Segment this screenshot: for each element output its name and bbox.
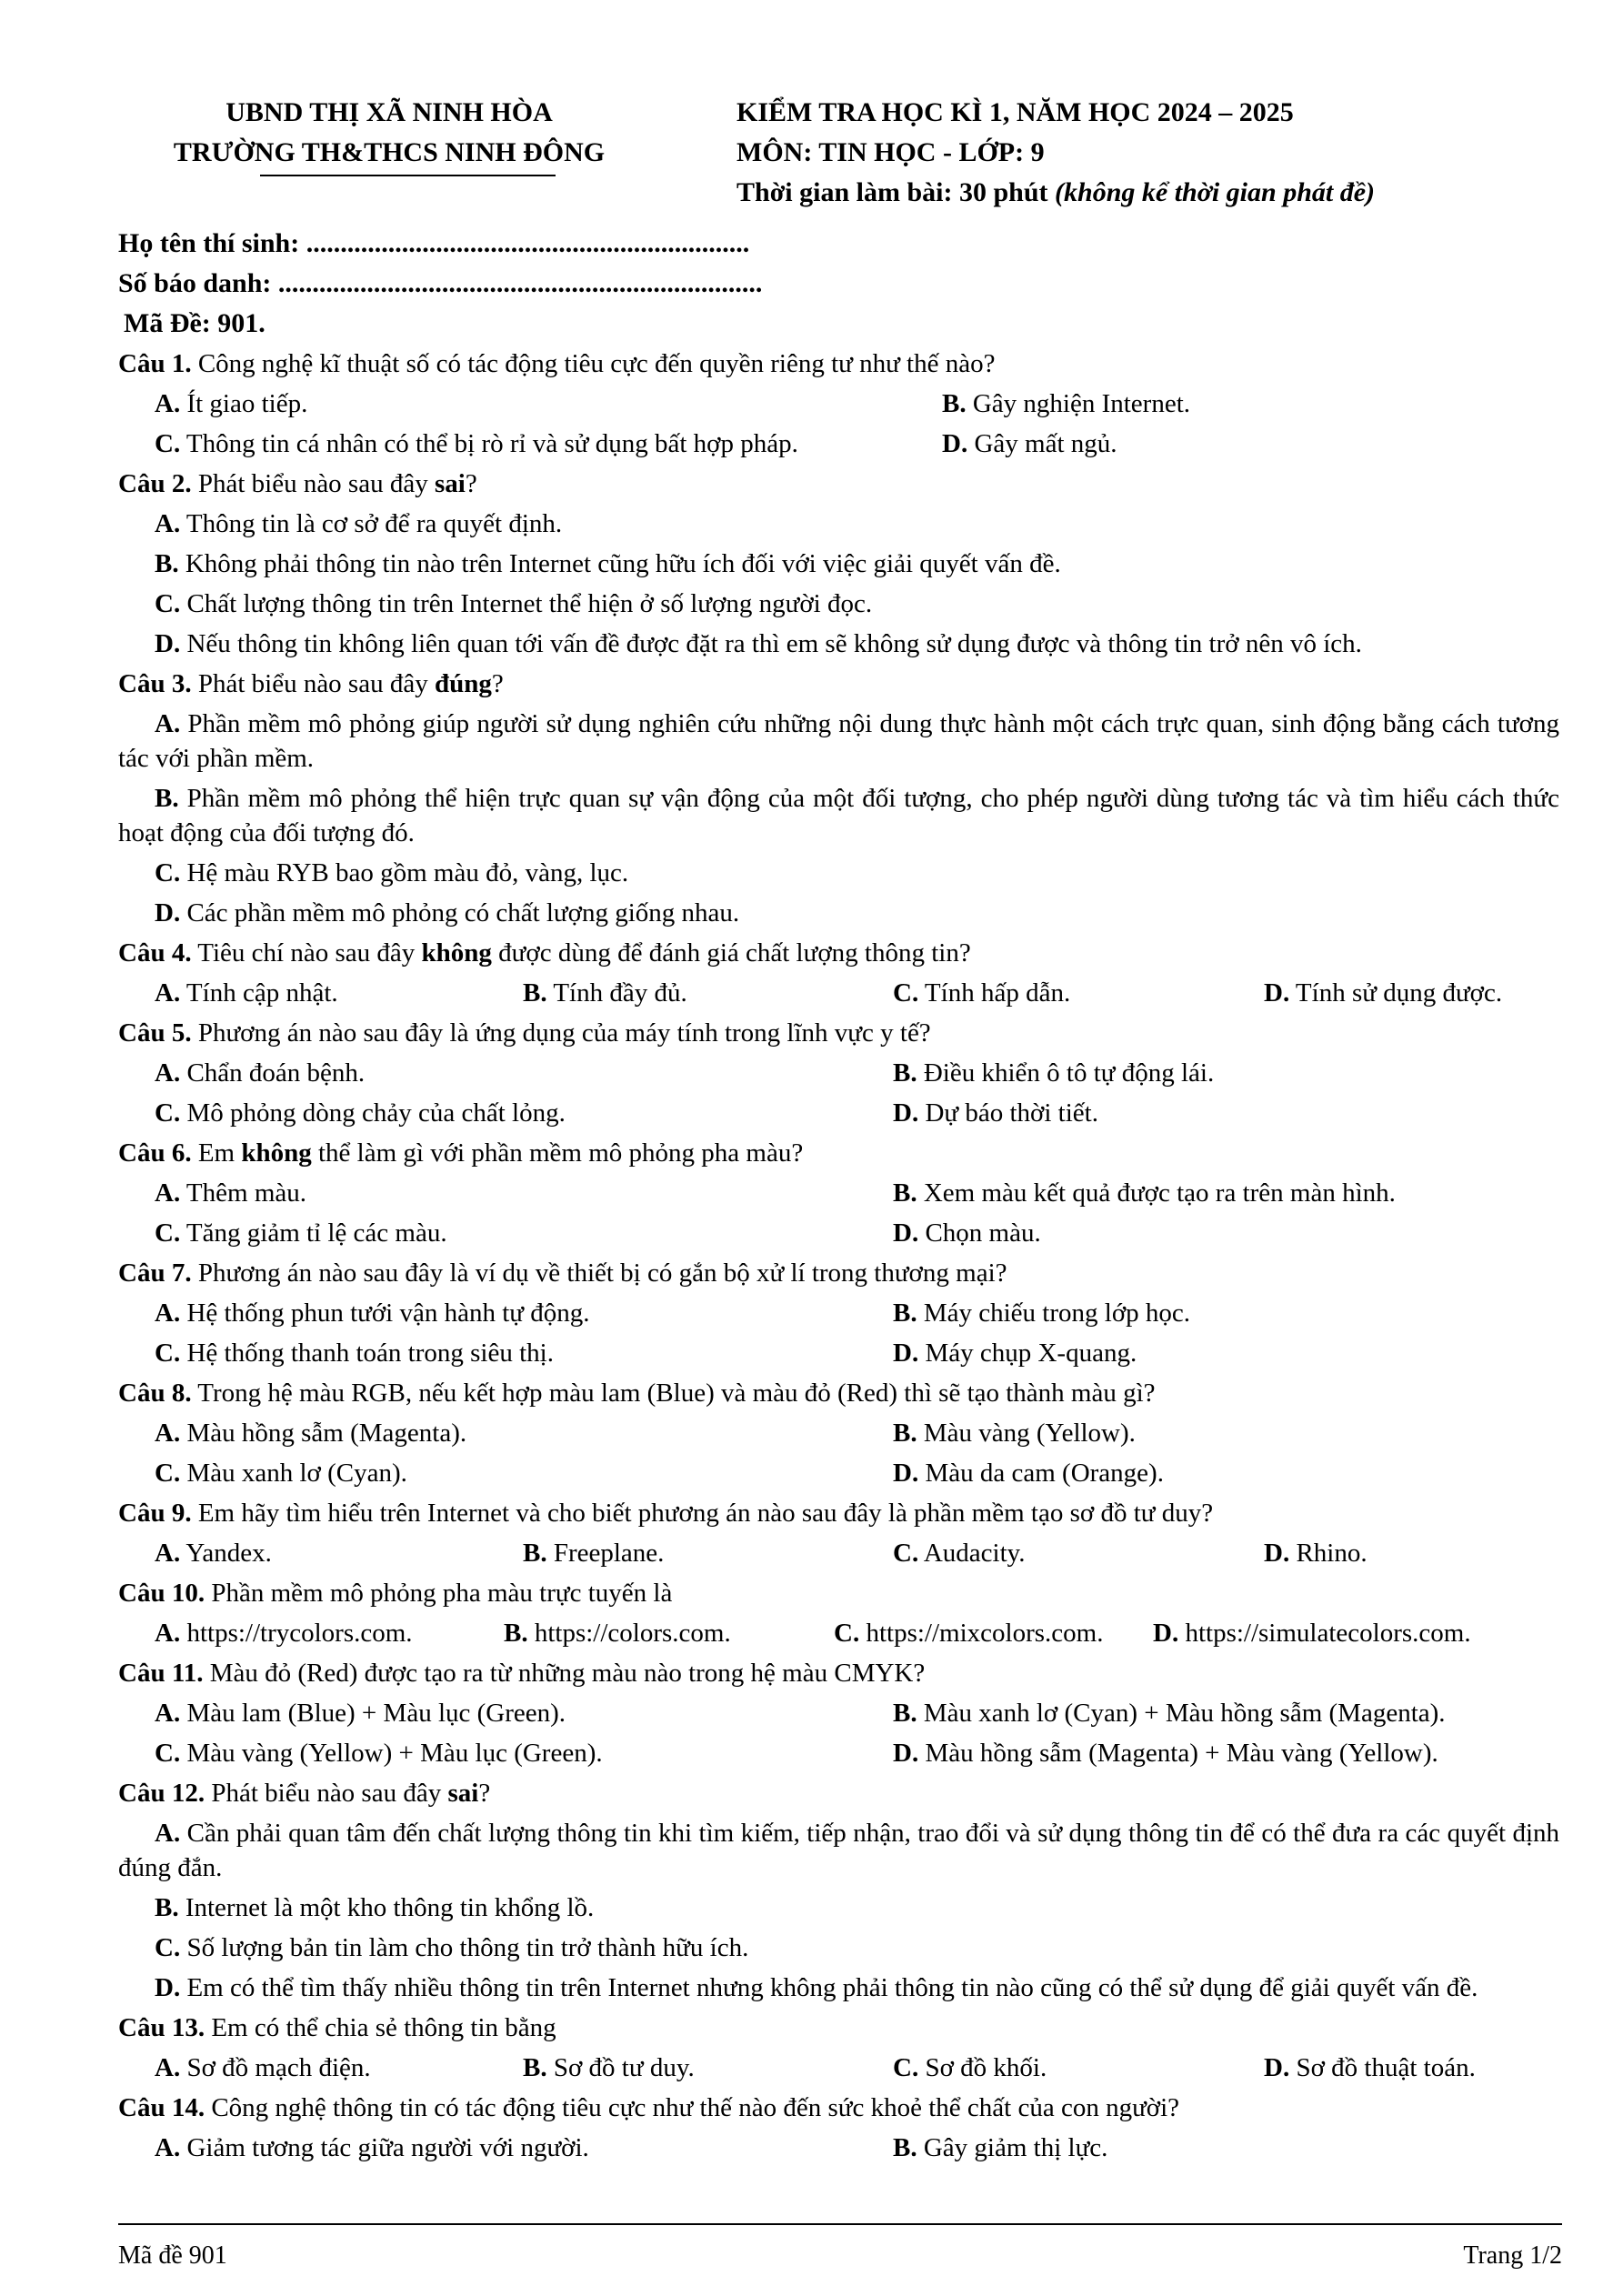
- option-c: C. Tăng giảm tỉ lệ các màu.: [155, 1218, 447, 1248]
- q4-options-row: [118, 973, 1559, 1013]
- option-b: B. https://colors.com.: [504, 1619, 731, 1648]
- option-a: A. Thêm màu.: [155, 1178, 307, 1208]
- q10-options-row: [118, 1613, 1559, 1653]
- option-b: B. Gây nghiện Internet.: [942, 389, 1191, 418]
- district-name: UBND THỊ XÃ NINH HÒA: [225, 97, 553, 127]
- page-number: Trang 1/2: [1463, 2241, 1562, 2270]
- option-b: B. Xem màu kết quả được tạo ra trên màn hình.: [893, 1178, 1396, 1208]
- q5-options-row-2: [118, 1093, 1559, 1133]
- question-7: Câu 7. Phương án nào sau đây là ví dụ về thiết bị có gắn bộ xử lí trong thương mại?: [118, 1258, 1007, 1288]
- question-5: Câu 5. Phương án nào sau đây là ứng dụng của máy tính trong lĩnh vực y tế?: [118, 1018, 931, 1048]
- option-d: D. Sơ đồ thuật toán.: [1264, 2053, 1476, 2082]
- question-12: Câu 12. Phát biểu nào sau đây sai?: [118, 1779, 491, 1808]
- option-c: C. Thông tin cá nhân có thể bị rò rỉ và sử dụng bất hợp pháp.: [155, 429, 798, 458]
- q7-options-row-1: [118, 1293, 1559, 1333]
- option-c: C. Màu xanh lơ (Cyan).: [155, 1459, 407, 1488]
- option-d: D. Rhino.: [1264, 1539, 1368, 1568]
- question-9: Câu 9. Em hãy tìm hiểu trên Internet và cho biết phương án nào sau đây là phần mềm tạo sơ đồ tư duy?: [118, 1499, 1214, 1528]
- option-a: A. Giảm tương tác giữa người với người.: [155, 2133, 589, 2162]
- option-a: A. Phần mềm mô phỏng giúp người sử dụng nghiên cứu những nội dung thực hành một cách trực quan, sinh động bằng cách tương tác với phần mềm.: [118, 709, 1559, 773]
- option-b: B. Internet là một kho thông tin khổng lồ.: [155, 1893, 595, 1922]
- option-d: D. Gây mất ngủ.: [942, 429, 1117, 458]
- q11-options-row-2: [118, 1733, 1559, 1773]
- option-a: A. Chẩn đoán bệnh.: [155, 1058, 366, 1088]
- option-d: D. Chọn màu.: [893, 1218, 1041, 1248]
- question-6: Câu 6. Em không thể làm gì với phần mềm mô phỏng pha màu?: [118, 1138, 804, 1168]
- option-b: B. Sơ đồ tư duy.: [523, 2053, 695, 2082]
- exam-header: [0, 93, 1623, 211]
- q6-options-row-1: [118, 1173, 1559, 1213]
- option-d: D. Em có thể tìm thấy nhiều thông tin trên Internet nhưng không phải thông tin nào cũng có thể sử dụng để giải quyết vấn đề.: [155, 1973, 1478, 2002]
- question-2: Câu 2. Phát biểu nào sau đây sai?: [118, 469, 477, 498]
- question-11: Câu 11. Màu đỏ (Red) được tạo ra từ những màu nào trong hệ màu CMYK?: [118, 1659, 926, 1688]
- option-d: D. Máy chụp X-quang.: [893, 1338, 1137, 1368]
- option-d: D. Màu da cam (Orange).: [893, 1459, 1164, 1488]
- q1-options-row-1: [118, 384, 1559, 424]
- option-c: C. Tính hấp dẫn.: [893, 978, 1071, 1008]
- option-d: D. Các phần mềm mô phỏng có chất lượng giống nhau.: [155, 898, 740, 927]
- option-a: A. Cần phải quan tâm đến chất lượng thông tin khi tìm kiếm, tiếp nhận, trao đổi và sử dụng thông tin để có thể đưa ra các quyết định đúng đắn.: [118, 1819, 1559, 1882]
- option-b: B. Gây giảm thị lực.: [893, 2133, 1108, 2162]
- option-a: A. Tính cập nhật.: [155, 978, 338, 1008]
- option-c: C. https://mixcolors.com.: [834, 1619, 1104, 1648]
- option-b: B. Tính đầy đủ.: [523, 978, 687, 1008]
- question-1: Câu 1. Công nghệ kĩ thuật số có tác động tiêu cực đến quyền riêng tư như thế nào?: [118, 349, 996, 378]
- school-name: TRƯỜNG TH&THCS NINH ĐÔNG: [173, 137, 606, 167]
- option-b: B. Phần mềm mô phỏng thể hiện trực quan sự vận động của một đối tượng, cho phép người dùng tương tác và tìm hiểu cách thức hoạt động của đối tượng đó.: [118, 784, 1559, 847]
- q14-options-row-1: [118, 2128, 1559, 2168]
- question-list: [118, 344, 1559, 2168]
- option-c: C. Hệ thống thanh toán trong siêu thị.: [155, 1338, 554, 1368]
- question-4: Câu 4. Tiêu chí nào sau đây không được dùng để đánh giá chất lượng thông tin?: [118, 938, 971, 968]
- option-b: B. Điều khiển ô tô tự động lái.: [893, 1058, 1215, 1088]
- page-footer: [118, 2223, 1562, 2270]
- option-c: C. Chất lượng thông tin trên Internet thể hiện ở số lượng người đọc.: [155, 589, 873, 618]
- time-limit: Thời gian làm bài: 30 phút (không kể thời gian phát đề): [736, 177, 1376, 207]
- q13-options-row: [118, 2048, 1559, 2088]
- footer-exam-code: Mã đề 901: [118, 2241, 227, 2270]
- option-c: C. Audacity.: [893, 1539, 1026, 1568]
- option-b: B. Máy chiếu trong lớp học.: [893, 1298, 1191, 1328]
- q8-options-row-2: [118, 1453, 1559, 1493]
- question-10: Câu 10. Phần mềm mô phỏng pha màu trực tuyến là: [118, 1579, 673, 1608]
- option-b: B. Freeplane.: [523, 1539, 665, 1568]
- q8-options-row-1: [118, 1413, 1559, 1453]
- candidate-id-field: Số báo danh: .......................................................................: [118, 268, 763, 298]
- question-13: Câu 13. Em có thể chia sẻ thông tin bằng: [118, 2013, 556, 2042]
- option-c: C. Hệ màu RYB bao gồm màu đỏ, vàng, lục.: [155, 858, 629, 887]
- option-a: A. Hệ thống phun tưới vận hành tự động.: [155, 1298, 590, 1328]
- option-d: D. https://simulatecolors.com.: [1153, 1619, 1471, 1648]
- q1-options-row-2: [118, 424, 1559, 464]
- option-c: C. Mô phỏng dòng chảy của chất lỏng.: [155, 1098, 566, 1128]
- option-a: A. Ít giao tiếp.: [155, 389, 308, 418]
- option-a: A. Yandex.: [155, 1539, 272, 1568]
- q11-options-row-1: [118, 1693, 1559, 1733]
- candidate-info: [118, 224, 1573, 344]
- exam-info-block: [736, 93, 1555, 213]
- q6-options-row-2: [118, 1213, 1559, 1253]
- option-c: C. Số lượng bản tin làm cho thông tin trở thành hữu ích.: [155, 1933, 749, 1962]
- q5-options-row-1: [118, 1053, 1559, 1093]
- q9-options-row: [118, 1533, 1559, 1573]
- option-d: D. Nếu thông tin không liên quan tới vấn đề được đặt ra thì em sẽ không sử dụng được và thông tin trở nên vô ích.: [155, 629, 1362, 658]
- option-a: A. Màu lam (Blue) + Màu lục (Green).: [155, 1699, 566, 1728]
- question-3: Câu 3. Phát biểu nào sau đây đúng?: [118, 669, 504, 698]
- option-d: D. Tính sử dụng được.: [1264, 978, 1503, 1008]
- option-a: A. Sơ đồ mạch điện.: [155, 2053, 371, 2082]
- question-8: Câu 8. Trong hệ màu RGB, nếu kết hợp màu lam (Blue) và màu đỏ (Red) thì sẽ tạo thành màu gì?: [118, 1379, 1156, 1408]
- option-c: C. Sơ đồ khối.: [893, 2053, 1047, 2082]
- option-b: B. Màu vàng (Yellow).: [893, 1419, 1136, 1448]
- subject-grade: MÔN: TIN HỌC - LỚP: 9: [736, 137, 1045, 167]
- option-d: D. Màu hồng sẫm (Magenta) + Màu vàng (Yellow).: [893, 1739, 1438, 1768]
- option-a: A. Màu hồng sẫm (Magenta).: [155, 1419, 467, 1448]
- option-a: A. https://trycolors.com.: [155, 1619, 413, 1648]
- option-c: C. Màu vàng (Yellow) + Màu lục (Green).: [155, 1739, 603, 1768]
- option-b: B. Màu xanh lơ (Cyan) + Màu hồng sẫm (Magenta).: [893, 1699, 1446, 1728]
- option-d: D. Dự báo thời tiết.: [893, 1098, 1098, 1128]
- candidate-name-field: Họ tên thí sinh: .................................................................: [118, 228, 750, 258]
- exam-code: Mã Đề: 901.: [124, 308, 265, 338]
- q7-options-row-2: [118, 1333, 1559, 1373]
- header-underline: [260, 175, 556, 176]
- school-block: [135, 93, 644, 176]
- question-14: Câu 14. Công nghệ thông tin có tác động tiêu cực như thế nào đến sức khoẻ thể chất của con người?: [118, 2093, 1180, 2122]
- option-a: A. Thông tin là cơ sở để ra quyết định.: [155, 509, 563, 538]
- option-b: B. Không phải thông tin nào trên Internet cũng hữu ích đối với việc giải quyết vấn đề.: [155, 549, 1061, 578]
- exam-title: KIỂM TRA HỌC KÌ 1, NĂM HỌC 2024 – 2025: [736, 97, 1294, 127]
